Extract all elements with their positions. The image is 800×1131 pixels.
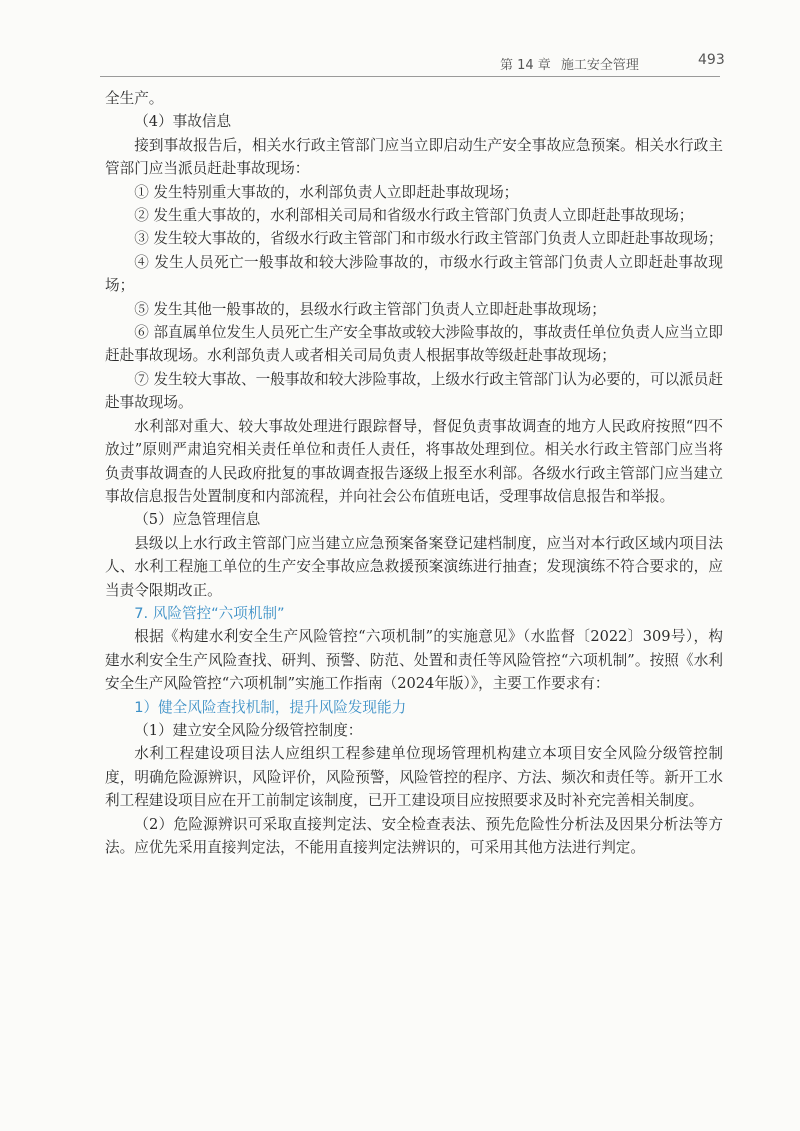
list-item: ① 发生特别重大事故的，水利部负责人立即赶赴事故现场； — [134, 183, 519, 201]
paragraph: 全生产。 — [105, 90, 164, 107]
paragraph: （2）危险源辨识可采取直接判定法、安全检查表法、预先危险性分析法及因果分析法等方法。应优先采用直接判定法，不能用直接判定法辨识的，可采用其他方法进行判定。 — [105, 815, 723, 856]
subsection-title-emergency-info: （5）应急管理信息 — [134, 511, 261, 529]
paragraph: 水利工程建设项目法人应组织工程参建单位现场管理机构建立本项目安全风险分级管控制度，明确危险源辨识，风险评价，风险预警，风险管控的程序、方法、频次和责任等。新开工水利工程建设项目应在开工前制定该制度，已开工建设项目应按照要求及时补充完善相关制度。 — [105, 745, 723, 810]
list-item: ③ 发生较大事故的，省级水行政主管部门和市级水行政主管部门负责人立即赶赴事故现场； — [134, 230, 723, 248]
subsection-title-accident-info: （4）事故信息 — [134, 113, 232, 131]
paragraph: 接到事故报告后，相关水行政主管部门应当立即启动生产安全事故应急预案。相关水行政主管部门应当派员赶赴事故现场： — [105, 136, 723, 178]
paragraph: 水利部对重大、较大事故处理进行跟踪督导，督促负责事故调查的地方人民政府按照“四不放过”原则严肃追究相关责任单位和责任人责任，将事故处理到位。相关水行政主管部门应当将负责事故调查的人民政府批复的事故调查报告逐级上报至水利部。各级水行政主管部门应当建立事故信息报告处置制度和内部流程，并向社会公布值班电话，受理事故信息报告和举报。 — [105, 417, 723, 505]
list-item: ⑦ 发生较大事故、一般事故和较大涉险事故，上级水行政主管部门认为必要的，可以派员赶赴事故现场。 — [105, 370, 723, 412]
header-divider — [100, 76, 720, 77]
page-header — [0, 0, 800, 80]
subsection-heading: 1）健全风险查找机制，提升风险发现能力 — [134, 698, 407, 716]
subsection-title: （1）建立安全风险分级管控制度： — [134, 721, 363, 739]
list-item: ④ 发生人员死亡一般事故和较大涉险事故的，市级水行政主管部门负责人立即赶赴事故现场； — [105, 253, 723, 295]
body-text — [105, 87, 723, 859]
page-number: 493 — [698, 52, 725, 68]
running-header — [500, 54, 639, 73]
paragraph: 县级以上水行政主管部门应当建立应急预案备案登记建档制度，应当对本行政区域内项目法人、水利工程施工单位的生产安全事故应急救援预案演练进行抽查；发现演练不符合要求的，应当责令限期改正。 — [105, 534, 723, 599]
list-item: ⑤ 发生其他一般事故的，县级水行政主管部门负责人立即赶赴事故现场； — [134, 300, 606, 318]
chapter-number: 第 14 章 — [500, 58, 551, 73]
chapter-title: 施工安全管理 — [560, 58, 639, 73]
list-item: ② 发生重大事故的，水利部相关司局和省级水行政主管部门负责人立即赶赴事故现场； — [134, 207, 694, 225]
list-item: ⑥ 部直属单位发生人员死亡生产安全事故或较大涉险事故的，事故责任单位负责人应当立即赶赴事故现场。水利部负责人或者相关司局负责人根据事故等级赶赴事故现场； — [105, 324, 723, 365]
paragraph: 根据《构建水利安全生产风险管控“六项机制”的实施意见》（水监督〔2022〕309号），构建水利安全生产风险查找、研判、预警、防范、处置和责任等风险管控“六项机制”。按照《水利安全生产风险管控“六项机制”实施工作指南（2024年版）》，主要工作要求有： — [105, 628, 723, 693]
section-heading: 7. 风险管控“六项机制” — [134, 604, 285, 622]
